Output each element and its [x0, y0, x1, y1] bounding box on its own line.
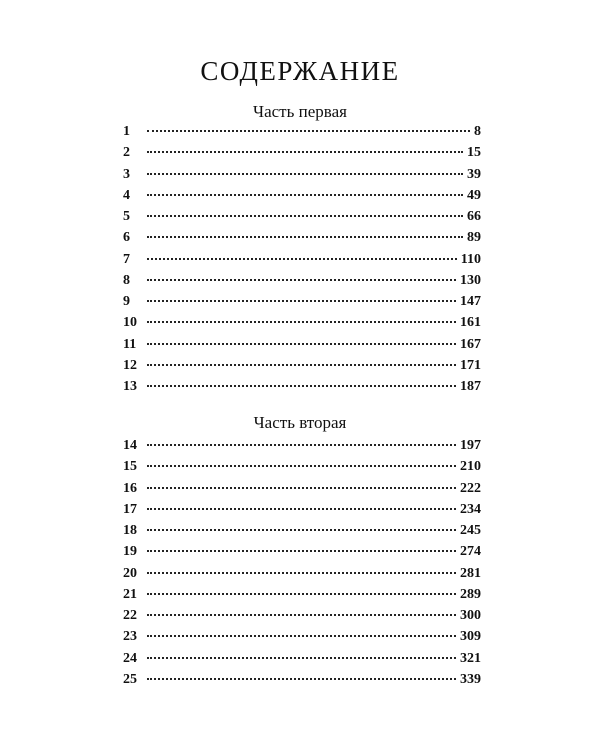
toc-entry[interactable]	[123, 334, 481, 355]
toc-dot-leader	[147, 487, 456, 489]
toc-dot-leader	[147, 300, 456, 302]
toc-entry-page-number: 309	[460, 629, 481, 645]
toc-entry-number: 9	[123, 294, 130, 309]
toc-entry-page-number: 210	[460, 459, 481, 475]
toc-entry-number: 18	[123, 523, 137, 538]
toc-entry[interactable]	[123, 605, 481, 626]
toc-entry[interactable]	[123, 164, 481, 185]
toc-entry[interactable]	[123, 541, 481, 562]
toc-entry-number: 2	[123, 145, 130, 161]
toc-entry[interactable]	[123, 584, 481, 605]
toc-dot-leader	[147, 194, 463, 196]
toc-entry-number: 20	[123, 565, 137, 581]
toc-entry-number: 7	[123, 251, 130, 267]
toc-entry[interactable]	[123, 376, 481, 397]
toc-entry[interactable]	[123, 456, 481, 477]
toc-dot-leader	[147, 321, 456, 323]
toc-entry[interactable]	[123, 312, 481, 333]
toc-entry-page-number: 66	[467, 209, 481, 224]
toc-entry-number: 11	[123, 336, 137, 352]
toc-entry-number: 5	[123, 209, 130, 224]
toc-entry-page-number: 187	[460, 379, 481, 394]
toc-entry-page-number: 300	[460, 608, 481, 623]
toc-entry-number: 19	[123, 544, 137, 560]
part-heading-second: Часть вторая	[253, 413, 347, 432]
toc-dot-leader	[147, 236, 463, 238]
part-heading-first: Часть первая	[253, 102, 347, 121]
toc-dot-leader	[147, 343, 456, 345]
toc-entry[interactable]	[123, 499, 481, 520]
toc-dot-leader	[147, 529, 456, 531]
toc-dot-leader	[147, 173, 463, 175]
toc-entry-number: 3	[123, 166, 130, 182]
toc-entry[interactable]	[123, 648, 481, 669]
toc-dot-leader	[147, 279, 456, 281]
toc-entry-page-number: 339	[460, 671, 481, 687]
toc-entry-number: 24	[123, 650, 137, 666]
toc-entry[interactable]	[123, 669, 481, 690]
toc-dot-leader	[147, 130, 470, 132]
toc-entry[interactable]	[123, 185, 481, 206]
toc-entry-page-number: 8	[474, 124, 481, 139]
toc-entry[interactable]	[123, 121, 481, 142]
toc-entry-page-number: 281	[460, 565, 481, 581]
toc-entry[interactable]	[123, 563, 481, 584]
toc-entry-page-number: 274	[460, 544, 481, 560]
toc-entry-number: 25	[123, 671, 137, 687]
toc-entry-page-number: 289	[460, 586, 481, 602]
toc-entry-number: 1	[123, 124, 130, 139]
toc-dot-leader	[147, 385, 456, 387]
toc-entry-number: 17	[123, 501, 137, 517]
toc-entry-page-number: 245	[460, 523, 481, 538]
toc-entry-page-number: 130	[460, 272, 481, 288]
toc-entry[interactable]	[123, 206, 481, 227]
toc-dot-leader	[147, 151, 463, 153]
toc-entry-page-number: 222	[460, 480, 481, 496]
toc-dot-leader	[147, 593, 456, 595]
page-title: СОДЕРЖАНИЕ	[200, 56, 400, 86]
toc-entry-number: 21	[123, 586, 137, 602]
toc-dot-leader	[147, 572, 456, 574]
toc-dot-leader	[147, 258, 457, 260]
toc-entry[interactable]	[123, 355, 481, 376]
toc-entry-page-number: 147	[460, 294, 481, 309]
toc-entry[interactable]	[123, 626, 481, 647]
toc-dot-leader	[147, 678, 456, 680]
toc-list-part-first	[123, 121, 481, 397]
toc-entry-number: 8	[123, 272, 130, 288]
toc-entry[interactable]	[123, 291, 481, 312]
toc-entry-page-number: 167	[460, 336, 481, 352]
toc-entry[interactable]	[123, 270, 481, 291]
toc-entry-page-number: 49	[467, 187, 481, 203]
toc-entry-number: 22	[123, 608, 137, 623]
toc-entry[interactable]	[123, 227, 481, 248]
toc-entry[interactable]	[123, 249, 481, 270]
toc-list-part-second	[123, 435, 481, 690]
toc-entry-page-number: 171	[460, 357, 481, 373]
toc-entry[interactable]	[123, 435, 481, 456]
toc-entry[interactable]	[123, 478, 481, 499]
toc-dot-leader	[147, 215, 463, 217]
toc-entry-number: 14	[123, 438, 137, 453]
toc-entry-page-number: 89	[467, 230, 481, 246]
toc-dot-leader	[147, 614, 456, 616]
toc-entry-number: 16	[123, 480, 137, 496]
toc-entry-number: 23	[123, 629, 137, 645]
toc-dot-leader	[147, 364, 456, 366]
toc-dot-leader	[147, 444, 456, 446]
toc-entry[interactable]	[123, 520, 481, 541]
toc-dot-leader	[147, 508, 456, 510]
toc-dot-leader	[147, 657, 456, 659]
toc-entry-number: 12	[123, 357, 137, 373]
toc-entry-number: 13	[123, 379, 137, 394]
toc-dot-leader	[147, 550, 456, 552]
toc-entry-number: 6	[123, 230, 130, 246]
toc-entry-page-number: 15	[467, 145, 481, 161]
toc-entry-page-number: 39	[467, 166, 481, 182]
toc-entry-page-number: 161	[460, 315, 481, 331]
toc-entry-page-number: 110	[460, 251, 481, 267]
toc-entry-number: 4	[123, 187, 130, 203]
toc-entry-page-number: 321	[460, 650, 481, 666]
toc-entry-page-number: 234	[460, 501, 481, 517]
toc-entry[interactable]	[123, 142, 481, 163]
toc-dot-leader	[147, 635, 456, 637]
toc-entry-page-number: 197	[460, 438, 481, 453]
toc-entry-number: 15	[123, 459, 137, 475]
toc-entry-number: 10	[123, 315, 137, 331]
toc-dot-leader	[147, 465, 456, 467]
